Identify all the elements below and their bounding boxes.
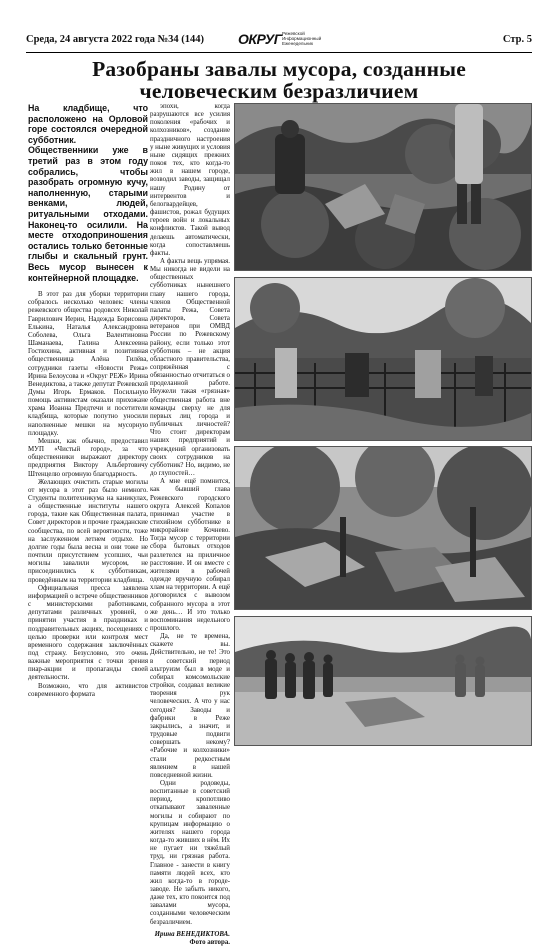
issue-date: Среда, 24 августа 2022 года №34 (144) [26, 34, 205, 45]
article-paragraph: Одни родоведы, воспитанные в советский период, кропотливо откапывают заваленные могилы и собирают по крупицам информацию о жителях нашего города когда-то живших в нём. Их не пугает ни тяжёлый труд, ни грязная работа. Главное - занести в книгу памяти людей всех, кто жил когда-то в городе-заводе. Не забыть никого, даже тех, кто покоится под завалами мусора, созданными человеческим безразличием. [150, 779, 230, 926]
page-header [26, 30, 532, 52]
newspaper-logo [238, 30, 334, 50]
article-paragraph: А мне ещё помнится, как бывший глава Режевского городского округа Алексей Копалов принимал участие в стихийном субботнике в микрорайоне Кочнево. Тогда мусор с территории сбора бытовых отходов разлетелся на приличное расстояние. И он вместе с жителями в рабочей одежде вручную собирал хлам на территории. А ещё договорился с вывозом собранного мусора в этот же день… И это только воспоминания недельного прошлого. [150, 478, 230, 632]
article-column-2 [150, 103, 230, 947]
logo-word: ОКРУГ [238, 31, 282, 47]
author-signature: Ирина ВЕНЕДИКТОВА. [154, 930, 230, 938]
photo-debris-piles [234, 446, 532, 610]
photo-credit: Фото автора. [189, 938, 230, 946]
article-column-1 [28, 103, 148, 699]
article-paragraph: А факты вещь упрямая. Мы никогда не видели на общественных субботниках нынешнего главу нашего города, членов Общественной палаты Режа, Совета директоров, Совета ветеранов при ОМВД России по Режевскому району, если только этот субботник – не акция областного правительства, сопряжённая с обязанностью отчитаться о проделанной работе. Неужели такая «грязная» общественная работа вне команды сверху не для первых лиц города и публичных личностей? Что стоит директорам наших предприятий и учреждений организовать своих сотрудников на субботник? Но, видимо, не до глупостей… [150, 257, 230, 478]
article-headline: Разобраны завалы мусора, созданные человеческим безразличием [92, 57, 466, 103]
photo-volunteers-clearing [234, 103, 532, 271]
article-paragraph: Официальная пресса заявлена информацией о встрече общественников с министерскими работниками, депутатами различных уровней, о принятии участия в праздниках и поздравительных акциях, посещениях с целью проверки или контроля мест временного содержания заключённых под стражу. Безусловно, это очень важные мероприятия с точки зрения пиар-акции и пропаганды своей деятельности. [28, 584, 148, 682]
logo-subtitle [282, 31, 321, 47]
logo-sub-line: Информационный [282, 36, 322, 42]
article-paragraph: Желающих очистить старые могилы от мусора в этот раз было немного. Студенты политехникума на каникулах, а общественные институты нашего города, такие как Общественная палата, Совет директоров и прочие гражданские сообщества, по всей вероятности, тоже на заслуженном летнем отдыхе. Но долгие годы была весна и они тоже не почтили присутствием усопших, чьи могилы завалили мусором, не присоединились к субботникам, проведённым на территории кладбища. [28, 478, 148, 584]
article-paragraph: эпохи, когда разрушаются все усилия поколения «рабочих и колхозников», создание праздничного настроения у ныне живущих и условия ныне сидящих прежних покоя тех, кто когда-то жил в нашем городе, возводил заводы, защищал нашу Родину от интервентов и белогвардейцев, фашистов, рожал будущих героев войн и локальных конфликтов. Такой вывод делаешь автоматически, когда сопоставляешь факты. [150, 103, 230, 257]
article-paragraph: Да, не те времена, скажете вы. Действительно, не те! Это в советский период альтруизм был в моде и собирал комсомольские стройки, создавал великие творения рук человеческих. А что у нас сегодня? Заводы и фабрики в Реже закрылись, а значит, и трудовые подвиги совершать некому? «Рабочие и колхозники» стали редкостным явлением в нашей повседневной жизни. [150, 633, 230, 779]
logo-sub-line: Режевской [282, 31, 305, 36]
page-number: Стр. 5 [502, 34, 532, 45]
logo-sub-line: Еженедельник [282, 41, 313, 47]
article-paragraph: Возможно, что для активистов современного формата [28, 682, 148, 698]
photo-cemetery-fences [234, 277, 532, 441]
article-lead: На кладбище, что расположено на Орловой горе состоялся очередной субботник. Общественники уже в третий раз в этом году собрались, чтобы разобрать огромную кучу, наполненную, старыми венками, людей, ритуальными отходами. Наконец-то осилили. На месте отходоприношения остались только бетонные глыбы и скальный грунт. Весь мусор вынесен к контейнерной площадке. [28, 103, 148, 283]
header-rule [26, 52, 532, 53]
article-paragraph: В этот раз для уборки территории собралось несколько человек: члены режевского общества родовсех Николай Гаврилович Иерин, Надежда Борисовна Елькина, Наталья Александровна Соболева, Ольга Валентиновна Шаманаева, Галина Алексеевна Гостюхина, активная и позитивная общественница Алёна Гилёва, сотрудники газеты «Новости Режа» Ирина Белоусова и «Округ РЕЖ» Ирина Венедиктова, а также депутат Режевской Думы Игорь Ермаков. Посильную помощь активистам оказали прихожане храма Иоанна Предтечи и посетители кладбища, которые попутно уносили наполненные мешки на мусорную площадку. [28, 291, 148, 437]
article-paragraph: Мешки, как обычно, предоставил МУП «Чистый город», за что общественники выражают директору предприятия Виктору Альбертовичу Штенцелю огромную благодарность. [28, 437, 148, 478]
photo-group-volunteers [234, 616, 532, 746]
